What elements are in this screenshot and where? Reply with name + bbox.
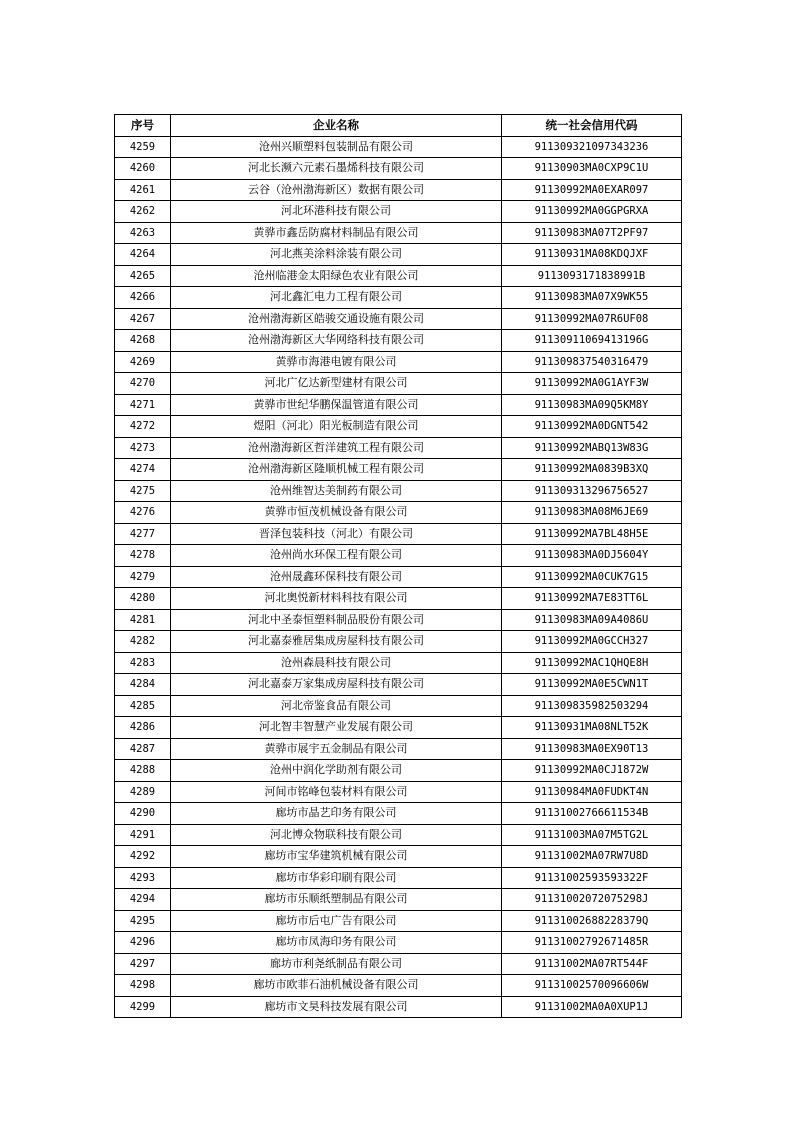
cell-seq: 4285 bbox=[115, 695, 171, 717]
cell-credit-code: 91130983754031647​9 bbox=[502, 351, 682, 373]
cell-company-name: 沧州渤海新区皓骏交通设施有限公司 bbox=[171, 308, 502, 330]
cell-seq: 4288 bbox=[115, 760, 171, 782]
cell-seq: 4277 bbox=[115, 523, 171, 545]
cell-seq: 4269 bbox=[115, 351, 171, 373]
table-row bbox=[115, 416, 682, 438]
table-row bbox=[115, 867, 682, 889]
table-row bbox=[115, 545, 682, 567]
cell-seq: 4259 bbox=[115, 136, 171, 158]
cell-credit-code: 91130992MA0GGPGRXA bbox=[502, 201, 682, 223]
header-seq: 序号 bbox=[115, 115, 171, 137]
cell-company-name: 沧州尚水环保工程有限公司 bbox=[171, 545, 502, 567]
cell-credit-code: 91130992MA0839B3XQ bbox=[502, 459, 682, 481]
cell-company-name: 河北博众物联科技有限公司 bbox=[171, 824, 502, 846]
cell-credit-code: 91130992MA0E5CWN1T bbox=[502, 674, 682, 696]
cell-seq: 4264 bbox=[115, 244, 171, 266]
table-row bbox=[115, 244, 682, 266]
table-row bbox=[115, 136, 682, 158]
cell-seq: 4292 bbox=[115, 846, 171, 868]
cell-seq: 4280 bbox=[115, 588, 171, 610]
cell-credit-code: 91130983MA09A4086U bbox=[502, 609, 682, 631]
cell-company-name: 黄骅市鑫岳防腐材料制品有限公司 bbox=[171, 222, 502, 244]
cell-credit-code: 91131002MA07RW7U8D bbox=[502, 846, 682, 868]
cell-seq: 4286 bbox=[115, 717, 171, 739]
cell-seq: 4294 bbox=[115, 889, 171, 911]
cell-seq: 4268 bbox=[115, 330, 171, 352]
table-row bbox=[115, 222, 682, 244]
cell-seq: 4296 bbox=[115, 932, 171, 954]
cell-credit-code: 9113093171838991B bbox=[502, 265, 682, 287]
cell-credit-code: 91130983MA09Q5KM8Y bbox=[502, 394, 682, 416]
cell-credit-code: 91130992MA0EXAR097 bbox=[502, 179, 682, 201]
cell-company-name: 黄骅市海港电镀有限公司 bbox=[171, 351, 502, 373]
cell-seq: 4267 bbox=[115, 308, 171, 330]
cell-company-name: 廊坊市宝华建筑机械有限公司 bbox=[171, 846, 502, 868]
cell-credit-code: 91130983MA07X9WK55 bbox=[502, 287, 682, 309]
cell-company-name: 河间市铭峰包装材料有限公司 bbox=[171, 781, 502, 803]
cell-seq: 4281 bbox=[115, 609, 171, 631]
table-row bbox=[115, 652, 682, 674]
cell-seq: 4278 bbox=[115, 545, 171, 567]
cell-seq: 4276 bbox=[115, 502, 171, 524]
cell-credit-code: 91130984MA0FUDKT4N bbox=[502, 781, 682, 803]
cell-company-name: 廊坊市欧菲石油机械设备有限公司 bbox=[171, 975, 502, 997]
cell-seq: 4291 bbox=[115, 824, 171, 846]
cell-seq: 4263 bbox=[115, 222, 171, 244]
table-row bbox=[115, 996, 682, 1018]
cell-credit-code: 91131002072075298J bbox=[502, 889, 682, 911]
table-row bbox=[115, 437, 682, 459]
cell-credit-code: 91130983MA08M6JE69 bbox=[502, 502, 682, 524]
table-row bbox=[115, 953, 682, 975]
cell-credit-code: 91130931MA08NLT52K bbox=[502, 717, 682, 739]
table-row bbox=[115, 459, 682, 481]
cell-credit-code: 91130992MA0CJ1872W bbox=[502, 760, 682, 782]
table-row bbox=[115, 158, 682, 180]
table-row bbox=[115, 846, 682, 868]
cell-company-name: 河北嘉泰雅居集成房屋科技有限公司 bbox=[171, 631, 502, 653]
cell-credit-code: 91130931329675652​7 bbox=[502, 480, 682, 502]
cell-credit-code: 91130931MA08KDQJXF bbox=[502, 244, 682, 266]
table-row bbox=[115, 975, 682, 997]
table-row bbox=[115, 588, 682, 610]
table-row bbox=[115, 480, 682, 502]
cell-credit-code: 91130992MA07R6UF08 bbox=[502, 308, 682, 330]
table-row bbox=[115, 351, 682, 373]
cell-company-name: 沧州中润化学助剂有限公司 bbox=[171, 760, 502, 782]
cell-seq: 4283 bbox=[115, 652, 171, 674]
cell-seq: 4275 bbox=[115, 480, 171, 502]
cell-company-name: 河北奥悦新材料科技有限公司 bbox=[171, 588, 502, 610]
cell-company-name: 河北环港科技有限公司 bbox=[171, 201, 502, 223]
cell-company-name: 廊坊市华彩印刷有限公司 bbox=[171, 867, 502, 889]
cell-company-name: 廊坊市文昊科技发展有限公司 bbox=[171, 996, 502, 1018]
cell-company-name: 廊坊市后屯广告有限公司 bbox=[171, 910, 502, 932]
cell-company-name: 沧州渤海新区哲洋建筑工程有限公司 bbox=[171, 437, 502, 459]
cell-company-name: 廊坊市晶艺印务有限公司 bbox=[171, 803, 502, 825]
cell-seq: 4272 bbox=[115, 416, 171, 438]
cell-credit-code: 91130992MA0GCCH327 bbox=[502, 631, 682, 653]
cell-company-name: 河北帝鉴食品有限公司 bbox=[171, 695, 502, 717]
table-row bbox=[115, 566, 682, 588]
cell-seq: 4260 bbox=[115, 158, 171, 180]
table-row bbox=[115, 631, 682, 653]
cell-credit-code: 911309321097343236 bbox=[502, 136, 682, 158]
table-body bbox=[115, 136, 682, 1018]
cell-seq: 4271 bbox=[115, 394, 171, 416]
table-row bbox=[115, 717, 682, 739]
cell-seq: 4299 bbox=[115, 996, 171, 1018]
cell-company-name: 河北嘉泰万家集成房屋科技有限公司 bbox=[171, 674, 502, 696]
cell-company-name: 黄骅市世纪华鹏保温管道有限公司 bbox=[171, 394, 502, 416]
cell-credit-code: 91131002688228379Q bbox=[502, 910, 682, 932]
cell-seq: 4293 bbox=[115, 867, 171, 889]
cell-credit-code: 91131002570096606W bbox=[502, 975, 682, 997]
table-row bbox=[115, 265, 682, 287]
cell-seq: 4298 bbox=[115, 975, 171, 997]
cell-credit-code: 91130911069413196G bbox=[502, 330, 682, 352]
cell-credit-code: 91130903MA0CXP9C1U bbox=[502, 158, 682, 180]
cell-seq: 4284 bbox=[115, 674, 171, 696]
company-credit-table bbox=[114, 114, 682, 1018]
cell-seq: 4282 bbox=[115, 631, 171, 653]
table-row bbox=[115, 373, 682, 395]
table-row bbox=[115, 738, 682, 760]
cell-credit-code: 91131002766611534B bbox=[502, 803, 682, 825]
cell-credit-code: 91130983MA0DJ5604Y bbox=[502, 545, 682, 567]
cell-credit-code: 91130983598250329​4 bbox=[502, 695, 682, 717]
cell-company-name: 廊坊市乐顺纸塑制品有限公司 bbox=[171, 889, 502, 911]
cell-company-name: 沧州渤海新区隆顺机械工程有限公司 bbox=[171, 459, 502, 481]
header-credit-code: 统一社会信用代码 bbox=[502, 115, 682, 137]
table-row bbox=[115, 889, 682, 911]
cell-company-name: 沧州维智达美制药有限公司 bbox=[171, 480, 502, 502]
cell-seq: 4279 bbox=[115, 566, 171, 588]
cell-credit-code: 91131002792671485R bbox=[502, 932, 682, 954]
cell-company-name: 河北中圣泰恒塑料制品股份有限公司 bbox=[171, 609, 502, 631]
cell-company-name: 黄骅市展宇五金制品有限公司 bbox=[171, 738, 502, 760]
cell-credit-code: 91131002MA0A0XUP1J bbox=[502, 996, 682, 1018]
table-row bbox=[115, 330, 682, 352]
cell-seq: 4290 bbox=[115, 803, 171, 825]
cell-credit-code: 91130992MA7BL48H5E bbox=[502, 523, 682, 545]
cell-seq: 4274 bbox=[115, 459, 171, 481]
cell-seq: 4270 bbox=[115, 373, 171, 395]
cell-credit-code: 91130992MA0G1AYF3W bbox=[502, 373, 682, 395]
cell-seq: 4266 bbox=[115, 287, 171, 309]
header-company-name: 企业名称 bbox=[171, 115, 502, 137]
cell-seq: 4289 bbox=[115, 781, 171, 803]
table-header-row bbox=[115, 115, 682, 137]
cell-credit-code: 91130992MA0DGNT542 bbox=[502, 416, 682, 438]
table-row bbox=[115, 695, 682, 717]
cell-company-name: 廊坊市利尧纸制品有限公司 bbox=[171, 953, 502, 975]
cell-credit-code: 91130992MABQ13W83G bbox=[502, 437, 682, 459]
table-row bbox=[115, 394, 682, 416]
cell-company-name: 煜阳（河北）阳光板制造有限公司 bbox=[171, 416, 502, 438]
cell-company-name: 河北长濒六元素石墨烯科技有限公司 bbox=[171, 158, 502, 180]
cell-company-name: 沧州兴顺塑料包装制品有限公司 bbox=[171, 136, 502, 158]
cell-company-name: 沧州渤海新区大华网络科技有限公司 bbox=[171, 330, 502, 352]
cell-company-name: 河北智丰智慧产业发展有限公司 bbox=[171, 717, 502, 739]
table-row bbox=[115, 803, 682, 825]
table-row bbox=[115, 824, 682, 846]
cell-company-name: 沧州森晨科技有限公司 bbox=[171, 652, 502, 674]
table-row bbox=[115, 781, 682, 803]
cell-credit-code: 91130992MA0CUK7G15 bbox=[502, 566, 682, 588]
cell-seq: 4261 bbox=[115, 179, 171, 201]
cell-credit-code: 91130992MAC1QHQE8H bbox=[502, 652, 682, 674]
table-row bbox=[115, 502, 682, 524]
cell-seq: 4297 bbox=[115, 953, 171, 975]
cell-company-name: 晋泽包装科技（河北）有限公司 bbox=[171, 523, 502, 545]
cell-seq: 4273 bbox=[115, 437, 171, 459]
cell-company-name: 黄骅市恒茂机械设备有限公司 bbox=[171, 502, 502, 524]
table-row bbox=[115, 523, 682, 545]
cell-company-name: 沧州临港金太阳绿色农业有限公司 bbox=[171, 265, 502, 287]
table-row bbox=[115, 609, 682, 631]
table-row bbox=[115, 932, 682, 954]
cell-company-name: 河北广亿达新型建材有限公司 bbox=[171, 373, 502, 395]
cell-company-name: 河北燕美涂料涂装有限公司 bbox=[171, 244, 502, 266]
cell-company-name: 廊坊市凤海印务有限公司 bbox=[171, 932, 502, 954]
table-row bbox=[115, 760, 682, 782]
cell-seq: 4265 bbox=[115, 265, 171, 287]
cell-company-name: 沧州晟鑫环保科技有限公司 bbox=[171, 566, 502, 588]
table-row bbox=[115, 308, 682, 330]
cell-seq: 4262 bbox=[115, 201, 171, 223]
table-row bbox=[115, 287, 682, 309]
table-row bbox=[115, 674, 682, 696]
table-row bbox=[115, 201, 682, 223]
cell-seq: 4295 bbox=[115, 910, 171, 932]
cell-credit-code: 91131002593593322F bbox=[502, 867, 682, 889]
cell-credit-code: 91131003MA07M5TG2L bbox=[502, 824, 682, 846]
cell-company-name: 云谷（沧州渤海新区）数据有限公司 bbox=[171, 179, 502, 201]
cell-credit-code: 91130983MA07T2PF97 bbox=[502, 222, 682, 244]
cell-credit-code: 91130992MA7E83TT6L bbox=[502, 588, 682, 610]
table-row bbox=[115, 179, 682, 201]
cell-seq: 4287 bbox=[115, 738, 171, 760]
table-row bbox=[115, 910, 682, 932]
cell-company-name: 河北鑫汇电力工程有限公司 bbox=[171, 287, 502, 309]
cell-credit-code: 91131002MA07RT544F bbox=[502, 953, 682, 975]
cell-credit-code: 91130983MA0EX90T13 bbox=[502, 738, 682, 760]
